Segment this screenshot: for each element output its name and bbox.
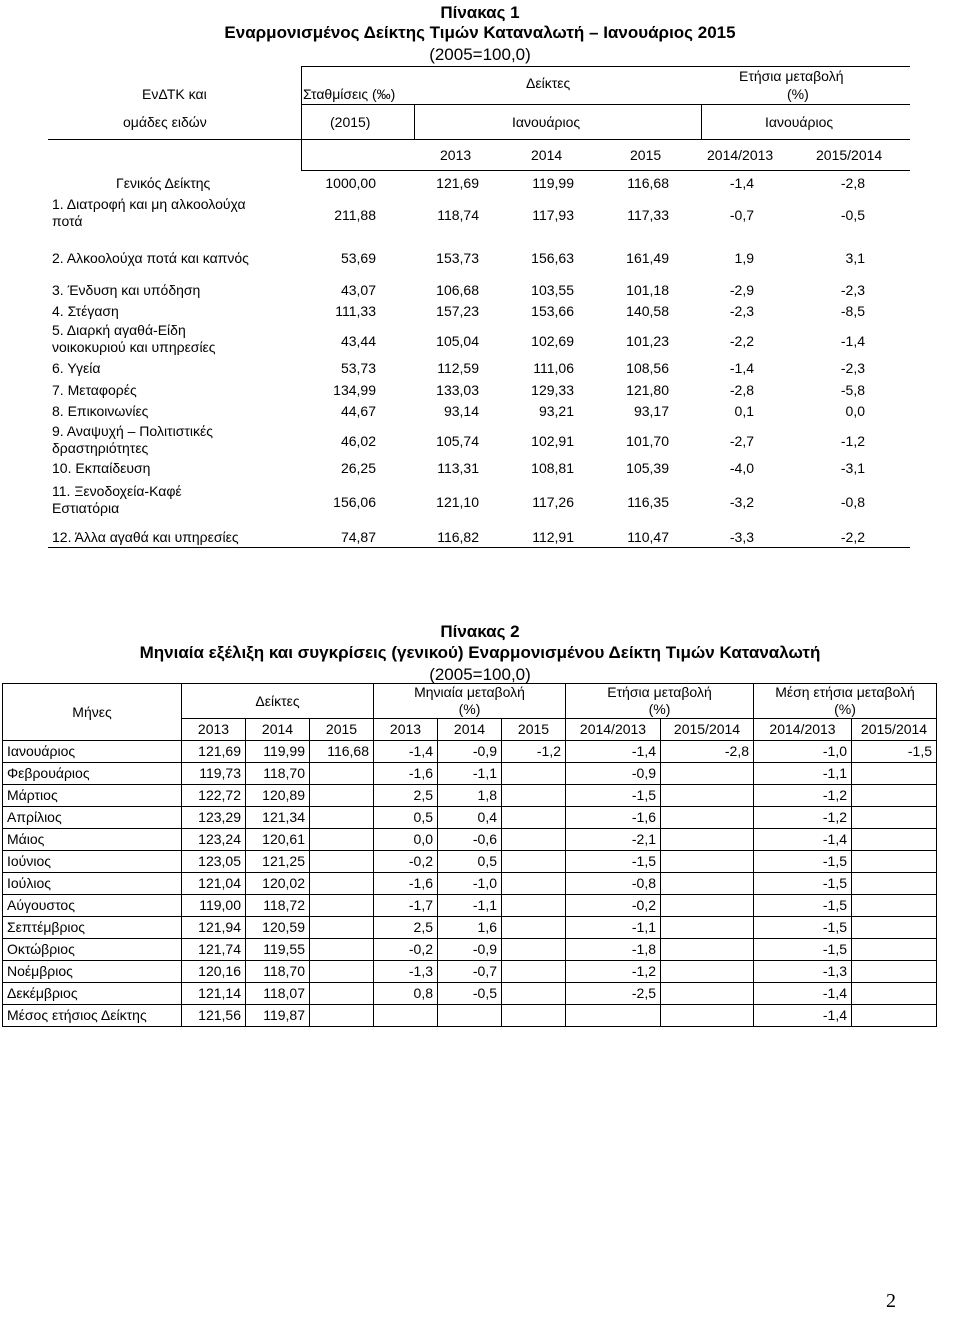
table-row — [3, 741, 937, 763]
table-cell — [310, 763, 374, 785]
table-cell: 121,04 — [182, 873, 246, 895]
table-cell: -1,3 — [754, 961, 852, 983]
row-v2015: 121,80 — [626, 382, 669, 398]
table-cell — [852, 763, 937, 785]
table-row — [3, 873, 937, 895]
row-v2013: 113,31 — [437, 460, 479, 476]
table-cell — [661, 961, 754, 983]
row-label: 3. Ένδυση και υπόδηση — [52, 282, 201, 298]
t2-sub-col: 2013 — [374, 719, 438, 741]
row-v2015: 116,68 — [627, 175, 669, 191]
table-cell — [310, 895, 374, 917]
table-cell: -0,9 — [566, 763, 661, 785]
table2-title-line1: Πίνακας 2 — [440, 622, 520, 641]
month-label: Δεκέμβριος — [3, 983, 182, 1005]
table-cell — [661, 939, 754, 961]
table-cell: 121,69 — [182, 741, 246, 763]
row-v2013: 112,59 — [437, 360, 479, 376]
table-cell: 0,8 — [374, 983, 438, 1005]
table-cell: 119,87 — [246, 1005, 310, 1027]
t1-year-2014-2013: 2014/2013 — [707, 147, 774, 163]
table-row — [3, 829, 937, 851]
table-cell: 2,5 — [374, 785, 438, 807]
table-row — [3, 1005, 937, 1027]
row-label: 12. Άλλα αγαθά και υπηρεσίες — [52, 529, 239, 545]
t1-year-2015-2014: 2015/2014 — [816, 147, 883, 163]
table2 — [2, 683, 937, 1027]
table-row — [3, 785, 937, 807]
row-v2014: 112,91 — [532, 529, 574, 545]
t1-header-indices-b: Ιανουάριος — [512, 114, 581, 130]
t2-sub-col: 2014 — [438, 719, 502, 741]
row-v2014: 111,06 — [533, 360, 574, 376]
table-cell: -0,9 — [438, 741, 502, 763]
table-cell: 1,8 — [438, 785, 502, 807]
row-v2015: 93,17 — [633, 403, 669, 419]
t2-sub-col: 2014/2013 — [754, 719, 852, 741]
row-weight: 1000,00 — [325, 175, 376, 191]
row-v2014: 153,66 — [531, 303, 574, 319]
row-label: 9. Αναψυχή – Πολιτιστικές δραστηριότητες — [52, 423, 213, 456]
table-cell: 120,02 — [246, 873, 310, 895]
t1-header-weights-b: (2015) — [330, 114, 371, 130]
table-cell — [310, 1005, 374, 1027]
row-label: 8. Επικοινωνίες — [52, 403, 149, 419]
table-cell — [310, 851, 374, 873]
table-cell — [502, 851, 566, 873]
table-cell — [310, 785, 374, 807]
t2-sub-col: 2015 — [502, 719, 566, 741]
table-cell — [310, 807, 374, 829]
table-row — [3, 961, 937, 983]
table-cell: -0,2 — [566, 895, 661, 917]
row-change1: -2,3 — [729, 303, 754, 319]
table-cell — [852, 917, 937, 939]
row-change2: -1,4 — [840, 333, 865, 349]
row-v2015: 161,49 — [626, 250, 669, 266]
table-cell — [502, 895, 566, 917]
row-change2: -2,3 — [840, 360, 865, 376]
row-change1: -2,8 — [729, 382, 754, 398]
table-cell: -1,4 — [754, 1005, 852, 1027]
row-label: 5. Διαρκή αγαθά-Είδη νοικοκυριού και υπηρεσίες — [52, 322, 216, 355]
table-cell: 120,61 — [246, 829, 310, 851]
table-cell: -2,1 — [566, 829, 661, 851]
row-weight: 44,67 — [340, 403, 376, 419]
table-cell: 120,89 — [246, 785, 310, 807]
table-cell: -1,4 — [374, 741, 438, 763]
table-cell: -0,2 — [374, 939, 438, 961]
month-label: Μάιος — [3, 829, 182, 851]
table-cell: -1,1 — [754, 763, 852, 785]
table-cell — [502, 829, 566, 851]
table-row — [3, 917, 937, 939]
row-v2014: 102,91 — [531, 433, 574, 449]
table-row — [3, 983, 937, 1005]
row-weight: 43,07 — [340, 282, 376, 298]
table-row — [3, 807, 937, 829]
row-change1: -3,3 — [729, 529, 754, 545]
t2-sub-col: 2014 — [246, 719, 310, 741]
table-cell: -1,6 — [566, 807, 661, 829]
table-cell: 121,94 — [182, 917, 246, 939]
row-weight: 111,33 — [335, 303, 376, 319]
table-cell: 123,24 — [182, 829, 246, 851]
t1-year-2014: 2014 — [531, 147, 563, 163]
row-v2013: 116,82 — [437, 529, 479, 545]
row-v2015: 110,47 — [627, 529, 669, 545]
table-cell — [852, 983, 937, 1005]
table-cell: 116,68 — [310, 741, 374, 763]
t2-header-avg — [754, 684, 937, 719]
row-change2: -5,8 — [840, 382, 865, 398]
table-cell: -1,5 — [754, 895, 852, 917]
month-label: Νοέμβριος — [3, 961, 182, 983]
row-v2014: 102,69 — [531, 333, 574, 349]
row-change1: -0,7 — [729, 207, 754, 223]
table-cell: 0,0 — [374, 829, 438, 851]
table-cell: -0,5 — [438, 983, 502, 1005]
table-cell: -1,2 — [754, 785, 852, 807]
table-cell — [310, 873, 374, 895]
row-change2: -2,2 — [840, 529, 865, 545]
t2-header-avg-label: Μέση ετήσια μεταβολή — [775, 684, 915, 700]
table-cell: 119,00 — [182, 895, 246, 917]
table-cell — [852, 807, 937, 829]
row-v2015: 101,70 — [626, 433, 669, 449]
t1-header-indices-a: Δείκτες — [526, 75, 571, 91]
table-cell: 123,29 — [182, 807, 246, 829]
t2-header-monthly-pct: (%) — [458, 701, 481, 717]
table2-body — [3, 741, 937, 1027]
row-change1: -2,9 — [729, 282, 754, 298]
table-cell: -1,5 — [852, 741, 937, 763]
table-cell — [661, 1005, 754, 1027]
t2-sub-col: 2015/2014 — [852, 719, 937, 741]
table-cell — [502, 807, 566, 829]
row-change1: 1,9 — [734, 250, 754, 266]
table-cell — [502, 917, 566, 939]
table2-header-row — [3, 684, 937, 719]
table-cell — [661, 851, 754, 873]
table-cell — [661, 873, 754, 895]
t1-header-annual-a: Ετήσια μεταβολή — [739, 68, 844, 84]
table-cell: -0,7 — [438, 961, 502, 983]
row-weight: 134,99 — [333, 382, 376, 398]
month-label: Ιούνιος — [3, 851, 182, 873]
row-change2: -1,2 — [840, 433, 865, 449]
table-cell — [310, 917, 374, 939]
table-cell: 118,72 — [246, 895, 310, 917]
row-weight: 26,25 — [340, 460, 376, 476]
row-change2: -0,5 — [840, 207, 865, 223]
table-cell: 121,14 — [182, 983, 246, 1005]
row-v2013: 157,23 — [436, 303, 479, 319]
table-cell — [661, 807, 754, 829]
table-cell: -1,1 — [438, 763, 502, 785]
row-v2015: 105,39 — [626, 460, 669, 476]
month-label: Φεβρουάριος — [3, 763, 182, 785]
table-cell — [502, 763, 566, 785]
row-v2013: 121,10 — [436, 494, 479, 510]
table-row — [3, 895, 937, 917]
row-v2014: 93,21 — [538, 403, 574, 419]
table-cell — [661, 895, 754, 917]
month-label: Αύγουστος — [3, 895, 182, 917]
table-cell: -1,6 — [374, 763, 438, 785]
month-label: Σεπτέμβριος — [3, 917, 182, 939]
table-cell: -1,1 — [438, 895, 502, 917]
row-v2013: 118,74 — [437, 207, 479, 223]
page-number: 2 — [886, 1290, 896, 1312]
table-cell — [310, 961, 374, 983]
table-cell: 118,07 — [246, 983, 310, 1005]
t1-header-group-a: ΕνΔΤΚ και — [142, 86, 207, 102]
table-cell — [661, 763, 754, 785]
row-change2: -0,8 — [840, 494, 865, 510]
table-cell — [374, 1005, 438, 1027]
t2-header-avg-pct: (%) — [834, 701, 856, 717]
table-cell: -1,0 — [754, 741, 852, 763]
row-weight: 74,87 — [340, 529, 376, 545]
row-v2013: 153,73 — [436, 250, 479, 266]
month-label: Μάρτιος — [3, 785, 182, 807]
row-change1: -3,2 — [729, 494, 754, 510]
row-label: 10. Εκπαίδευση — [52, 460, 151, 476]
table-cell — [566, 1005, 661, 1027]
table-cell — [852, 939, 937, 961]
row-label: 6. Υγεία — [52, 360, 101, 376]
table-cell: 121,34 — [246, 807, 310, 829]
table-cell: -1,3 — [374, 961, 438, 983]
row-change1: 0,1 — [734, 403, 754, 419]
table-cell: 120,59 — [246, 917, 310, 939]
table-cell — [502, 961, 566, 983]
table-cell: -1,5 — [754, 851, 852, 873]
row-v2014: 108,81 — [531, 460, 574, 476]
row-v2013: 105,74 — [436, 433, 479, 449]
table-cell: 118,70 — [246, 763, 310, 785]
table-cell: -1,0 — [438, 873, 502, 895]
table-cell: -2,5 — [566, 983, 661, 1005]
table-cell: -1,4 — [754, 829, 852, 851]
table-cell: 122,72 — [182, 785, 246, 807]
table-cell: -1,2 — [754, 807, 852, 829]
row-label: 11. Ξενοδοχεία-Καφέ Εστιατόρια — [52, 483, 182, 516]
table-cell: 0,5 — [438, 851, 502, 873]
row-change1: -1,4 — [729, 360, 754, 376]
table-cell — [852, 829, 937, 851]
row-label: 2. Αλκοολούχα ποτά και καπνός — [52, 250, 249, 266]
row-v2013: 93,14 — [443, 403, 479, 419]
table-cell — [852, 785, 937, 807]
table-cell: -1,5 — [566, 851, 661, 873]
table-cell: -2,8 — [661, 741, 754, 763]
table-cell: -0,8 — [566, 873, 661, 895]
table-cell: 119,55 — [246, 939, 310, 961]
row-change2: 0,0 — [845, 403, 865, 419]
row-change2: 3,1 — [845, 250, 865, 266]
table-cell — [852, 961, 937, 983]
t2-sub-col: 2015 — [310, 719, 374, 741]
table-cell — [502, 939, 566, 961]
row-change1: -1,4 — [729, 175, 754, 191]
table-cell: 1,6 — [438, 917, 502, 939]
table-cell — [852, 851, 937, 873]
row-weight: 156,06 — [333, 494, 376, 510]
month-label: Ιανουάριος — [3, 741, 182, 763]
table-cell: -1,6 — [374, 873, 438, 895]
row-label: 1. Διατροφή και μη αλκοολούχα ποτά — [52, 196, 246, 229]
table-cell: -1,5 — [754, 917, 852, 939]
table-cell — [661, 829, 754, 851]
month-label: Απρίλιος — [3, 807, 182, 829]
table-cell — [502, 983, 566, 1005]
table-cell: 119,99 — [246, 741, 310, 763]
t2-header-annual-pct: (%) — [648, 701, 671, 717]
t2-header-annual — [566, 684, 754, 719]
table-cell — [502, 873, 566, 895]
table-cell: -1,7 — [374, 895, 438, 917]
table-cell — [438, 1005, 502, 1027]
table-row — [3, 939, 937, 961]
month-label: Μέσος ετήσιος Δείκτης — [3, 1005, 182, 1027]
table-cell: -0,9 — [438, 939, 502, 961]
table1-title-line1: Πίνακας 1 — [440, 3, 520, 22]
table-cell: 0,5 — [374, 807, 438, 829]
table-cell — [661, 785, 754, 807]
table-cell — [661, 983, 754, 1005]
row-weight: 211,88 — [334, 207, 376, 223]
row-weight: 46,02 — [340, 433, 376, 449]
row-v2014: 103,55 — [531, 282, 574, 298]
month-label: Οκτώβριος — [3, 939, 182, 961]
t1-year-2015: 2015 — [630, 147, 662, 163]
table-cell: -1,2 — [502, 741, 566, 763]
row-change1: -4,0 — [729, 460, 754, 476]
row-weight: 53,73 — [340, 360, 376, 376]
row-v2014: 119,99 — [532, 175, 574, 191]
row-v2015: 101,18 — [626, 282, 669, 298]
row-change2: -2,3 — [840, 282, 865, 298]
table-cell: 119,73 — [182, 763, 246, 785]
row-change2: -3,1 — [840, 460, 865, 476]
t1-header-annual-b: Ιανουάριος — [765, 114, 834, 130]
table-cell: 123,05 — [182, 851, 246, 873]
t1-year-2013: 2013 — [440, 147, 472, 163]
table2-title-line3: (2005=100,0) — [429, 665, 531, 684]
row-v2015: 116,35 — [627, 494, 669, 510]
row-label: 7. Μεταφορές — [52, 382, 137, 398]
month-label: Ιούλιος — [3, 873, 182, 895]
t1-header-weights-a: Σταθμίσεις (‰) — [303, 86, 396, 102]
row-weight: 43,44 — [340, 333, 376, 349]
table-cell: 120,16 — [182, 961, 246, 983]
row-v2013: 106,68 — [436, 282, 479, 298]
table-cell: 2,5 — [374, 917, 438, 939]
row-v2013: 121,69 — [436, 175, 479, 191]
table-cell: -1,1 — [566, 917, 661, 939]
t2-header-monthly — [374, 684, 566, 719]
t2-sub-col: 2014/2013 — [566, 719, 661, 741]
table-row — [3, 851, 937, 873]
table-cell: 0,4 — [438, 807, 502, 829]
table-cell — [852, 895, 937, 917]
row-v2014: 117,93 — [532, 207, 574, 223]
row-v2013: 133,03 — [436, 382, 479, 398]
row-v2015: 108,56 — [626, 360, 669, 376]
table2-title-line2: Μηνιαία εξέλιξη και συγκρίσεις (γενικού) Εναρμονισμένου Δείκτη Τιμών Καταναλωτή — [139, 643, 821, 662]
table-cell: -0,6 — [438, 829, 502, 851]
row-change2: -2,8 — [840, 175, 865, 191]
row-v2013: 105,04 — [436, 333, 479, 349]
t2-sub-col: 2013 — [182, 719, 246, 741]
table-cell: 121,56 — [182, 1005, 246, 1027]
table1-title-line2: Εναρμονισμένος Δείκτης Τιμών Καταναλωτή – Ιανουάριος 2015 — [224, 23, 736, 42]
row-v2014: 156,63 — [531, 250, 574, 266]
t2-header-annual-label: Ετήσια μεταβολή — [607, 684, 712, 700]
table-cell — [502, 1005, 566, 1027]
table-cell: -1,4 — [566, 741, 661, 763]
table-cell: 118,70 — [246, 961, 310, 983]
table-cell: 121,25 — [246, 851, 310, 873]
t2-header-indices: Δείκτες — [182, 684, 374, 719]
row-v2014: 117,26 — [532, 494, 574, 510]
row-change1: -2,7 — [729, 433, 754, 449]
t1-header-group-b: ομάδες ειδών — [123, 114, 207, 130]
table-cell — [310, 939, 374, 961]
row-v2015: 117,33 — [627, 207, 669, 223]
table-cell — [310, 829, 374, 851]
table-row — [3, 763, 937, 785]
table-cell: -1,5 — [566, 785, 661, 807]
t2-sub-col: 2015/2014 — [661, 719, 754, 741]
row-label: Γενικός Δείκτης — [116, 175, 211, 191]
row-label: 4. Στέγαση — [52, 303, 119, 319]
table-cell: -1,5 — [754, 939, 852, 961]
table1-title-line3: (2005=100,0) — [429, 45, 531, 64]
row-change2: -8,5 — [840, 303, 865, 319]
row-change1: -2,2 — [729, 333, 754, 349]
t2-header-months: Μήνες — [3, 684, 182, 741]
row-v2015: 140,58 — [626, 303, 669, 319]
table-cell — [661, 917, 754, 939]
table-cell — [852, 873, 937, 895]
table-cell: -1,4 — [754, 983, 852, 1005]
t1-header-annual-pct: (%) — [787, 86, 809, 102]
table-cell: 121,74 — [182, 939, 246, 961]
row-v2014: 129,33 — [531, 382, 574, 398]
table-cell — [502, 785, 566, 807]
row-v2015: 101,23 — [626, 333, 669, 349]
table-cell: -1,8 — [566, 939, 661, 961]
table-cell — [852, 1005, 937, 1027]
table-cell: -1,5 — [754, 873, 852, 895]
table-cell: -1,2 — [566, 961, 661, 983]
row-weight: 53,69 — [340, 250, 376, 266]
t2-header-monthly-label: Μηνιαία μεταβολή — [414, 684, 525, 700]
table-cell: -0,2 — [374, 851, 438, 873]
table-cell — [310, 983, 374, 1005]
